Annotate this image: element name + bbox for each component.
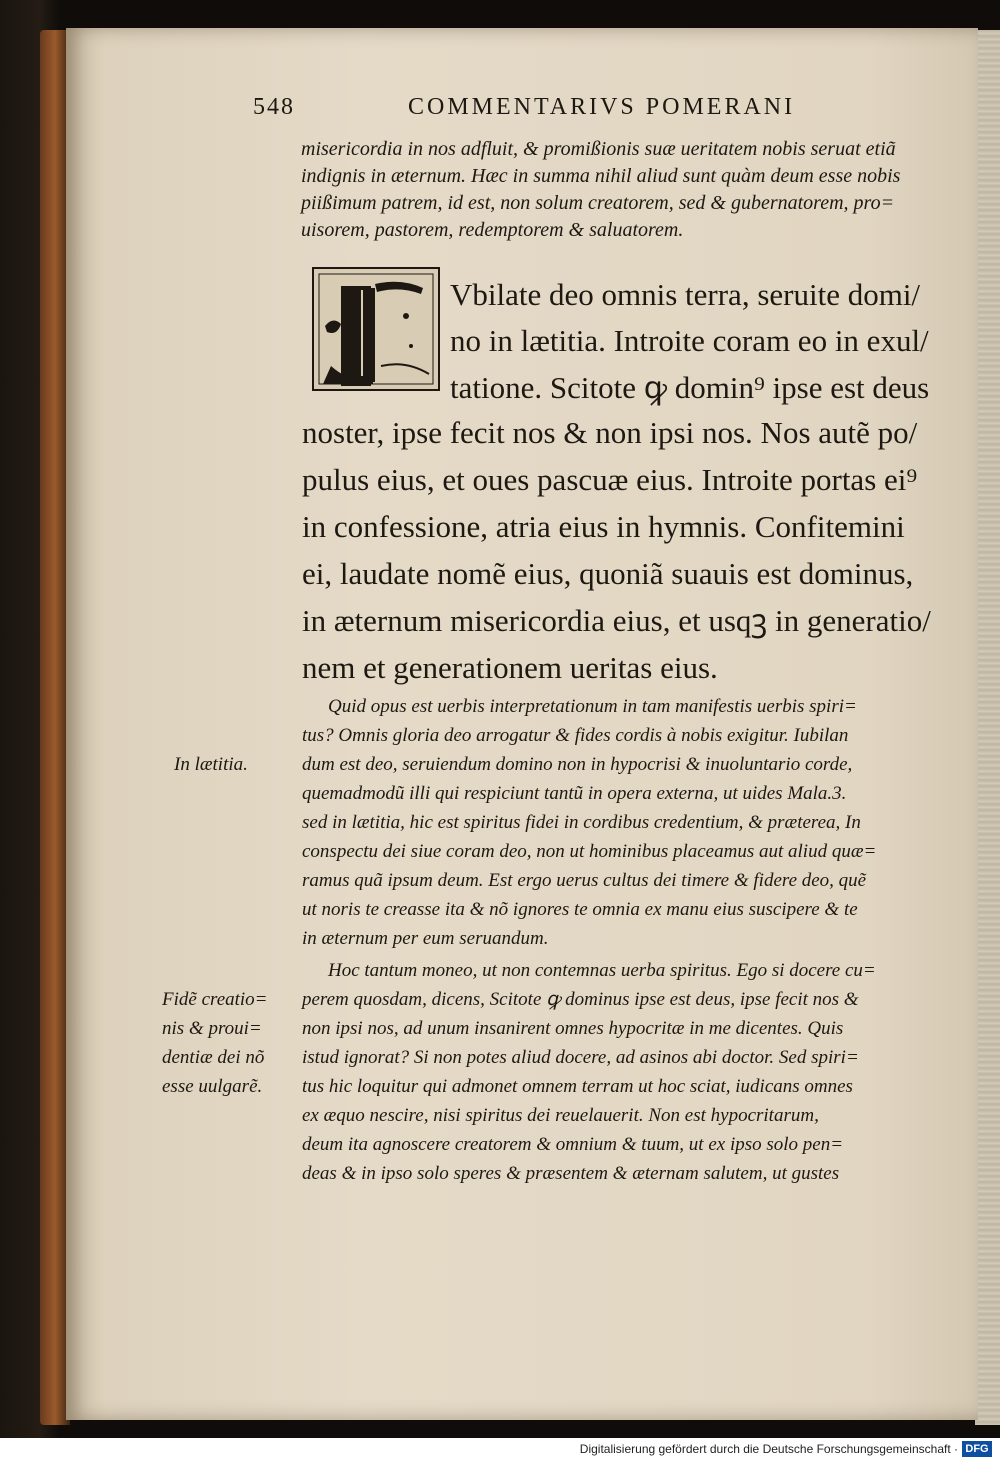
commentary-line: tus? Omnis gloria deo arrogatur & fides cordis à nobis exigitur. Iubilan xyxy=(302,725,849,746)
commentary-line: sed in lætitia, hic est spiritus fidei in cordibus credentium, & præterea, In xyxy=(302,812,861,833)
psalm-line: in confessione, atria eius in hymnis. Confitemini xyxy=(302,509,905,544)
page-number: 548 xyxy=(253,94,295,120)
psalm-line: nem et generationem ueritas eius. xyxy=(302,650,718,685)
commentary-line: non ipsi nos, ad unum insanirent omnes hypocritæ in me dicentes. Quis xyxy=(302,1018,844,1039)
psalm-line: in æternum misericordia eius, et usqꝫ in generatio/ xyxy=(302,603,931,638)
margin-note: In lætitia. xyxy=(174,754,248,775)
psalm-line: noster, ipse fecit nos & non ipsi nos. Nos autẽ po/ xyxy=(302,415,918,450)
psalm-line: ei, laudate nomẽ eius, quoniã suauis est dominus, xyxy=(302,556,914,591)
running-title: COMMENTARIVS POMERANI xyxy=(408,94,796,120)
commentary-line: dum est deo, seruiendum domino non in hypocrisi & inuoluntario corde, xyxy=(302,754,853,775)
commentary-line: deas & in ipso solo speres & præsentem & æternam salutem, ut gustes xyxy=(302,1163,840,1184)
commentary-line: ramus quã ipsum deum. Est ergo uerus cultus dei timere & fidere deo, quẽ xyxy=(302,870,867,891)
commentary-line: ex æquo nescire, nisi spiritus dei reuelauerit. Non est hypocritarum, xyxy=(302,1105,819,1126)
commentary-line: perem quosdam, dicens, Scitote ꝙ dominus ipse est deus, ipse fecit nos & xyxy=(302,989,859,1010)
dfg-logo: DFG xyxy=(962,1441,992,1457)
running-head xyxy=(253,94,853,124)
psalm-line: no in lætitia. Introite coram eo in exul/ xyxy=(450,323,929,358)
margin-note: dentiæ dei nõ xyxy=(162,1047,265,1068)
commentary-line: deum ita agnoscere creatorem & omnium & tuum, ut ex ipso solo pen= xyxy=(302,1134,844,1155)
footer-bar xyxy=(0,1438,1000,1462)
footer-credit: Digitalisierung gefördert durch die Deutsche Forschungsgemeinschaft · xyxy=(579,1442,958,1456)
intro-line: indignis in æternum. Hæc in summa nihil aliud sunt quàm deum esse nobis xyxy=(301,165,901,187)
psalm-line: Vbilate deo omnis terra, seruite domi/ xyxy=(450,277,921,312)
drop-cap-initial xyxy=(311,266,441,392)
intro-line: piißimum patrem, id est, non solum creatorem, sed & gubernatorem, pro= xyxy=(301,192,895,214)
commentary-line: conspectu dei siue coram deo, non ut hominibus placeamus aut aliud quæ= xyxy=(302,841,877,862)
commentary-line: in æternum per eum seruandum. xyxy=(302,928,549,949)
drop-cap-letter: I xyxy=(369,338,370,339)
margin-note: esse uulgarẽ. xyxy=(162,1076,263,1097)
psalm-line: tatione. Scitote ꝙ domin⁹ ipse est deus xyxy=(450,370,930,405)
margin-note: nis & proui= xyxy=(162,1018,262,1039)
psalm-line: pulus eius, et oues pascuæ eius. Introite portas ei⁹ xyxy=(302,462,918,497)
book-page xyxy=(66,28,978,1420)
commentary-line: Quid opus est uerbis interpretationum in tam manifestis uerbis spiri= xyxy=(328,696,857,717)
commentary-line: tus hic loquitur qui admonet omnem terram ut hoc sciat, iudicans omnes xyxy=(302,1076,853,1097)
page-stack-edge xyxy=(975,30,1000,1425)
intro-line: misericordia in nos adfluit, & promißionis suæ ueritatem nobis seruat etiã xyxy=(301,138,896,160)
margin-note: Fidẽ creatio= xyxy=(162,989,268,1010)
commentary-line: Hoc tantum moneo, ut non contemnas uerba spiritus. Ego si docere cu= xyxy=(328,960,876,981)
intro-paragraph xyxy=(301,136,941,244)
commentary-line: istud ignorat? Si non potes aliud docere, ad asinos abi doctor. Sed spiri= xyxy=(302,1047,859,1068)
intro-line: uisorem, pastorem, redemptorem & saluatorem. xyxy=(301,219,684,241)
commentary-line: ut noris te creasse ita & nõ ignores te omnia ex manu eius suscipere & te xyxy=(302,899,858,920)
commentary-line: quemadmodũ illi qui respiciunt tantũ in opera externa, ut uides Mala.3. xyxy=(302,783,847,804)
